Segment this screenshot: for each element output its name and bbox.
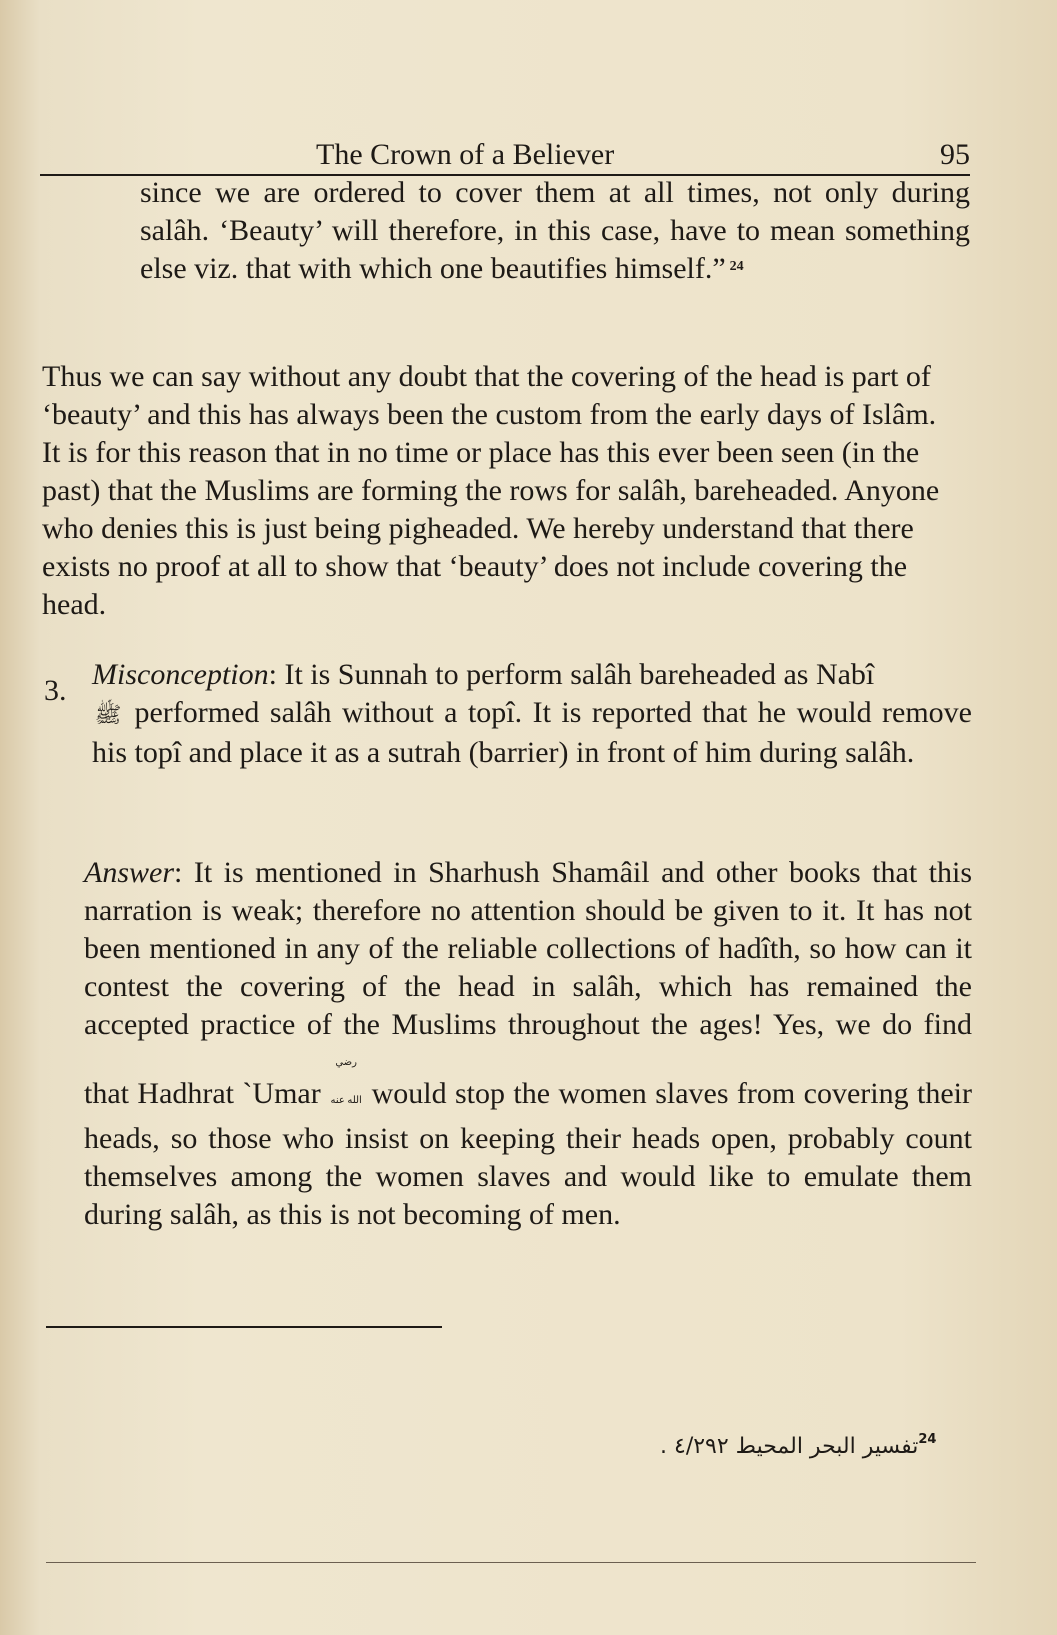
- footnote-number: 24: [918, 1432, 937, 1447]
- radiallahu-honorific-icon: رضي الله عنه: [330, 1057, 362, 1106]
- misconception-label: Misconception: [92, 658, 269, 691]
- misconception-text-1: : It is Sunnah to perform salâh bareheaded as Nabî: [268, 658, 875, 691]
- header-title: The Crown of a Believer: [316, 138, 615, 171]
- answer-text-1: : It is mentioned in Sharhush Shamâil and other books that this narration is weak; therefore no attention should be given to it. It has not been mentioned in any of the reliable collections of hadîth, so how can it contest the covering of the head in salâh, which has remained the accepted practice of the Muslims throughout the ages! Yes, we do find that Hadhrat `Umar: [84, 856, 972, 1110]
- answer-paragraph: [84, 854, 972, 1234]
- quote-continuation: [140, 174, 970, 288]
- paragraph-covering-head: Thus we can say without any doubt that the covering of the head is part of ‘beauty’ and this has always been the custom from the early days of Islâm. It is for this reason that in no time or place has this ever been seen (in the past) that the Muslims are forming the rows for salâh, bareheaded. Anyone who denies this is just being pigheaded. We hereby understand that there exists no proof at all to show that ‘beauty’ does not include covering the head.: [42, 360, 940, 621]
- list-item-number: 3.: [44, 674, 67, 707]
- answer-label: Answer: [84, 856, 174, 889]
- page-number: 95: [940, 138, 970, 171]
- salutation-honorific-icon: ﷺ: [94, 702, 122, 727]
- footnote: [660, 1434, 980, 1459]
- footnote-reference: 24: [729, 259, 744, 274]
- footnote-text: تفسير البحر المحيط ٤/٢٩٢ .: [660, 1434, 919, 1459]
- footnote-separator: [46, 1326, 442, 1328]
- page-bottom-line: [46, 1562, 976, 1563]
- running-header: [40, 134, 970, 176]
- quote-text: since we are ordered to cover them at all times, not only during salâh. ‘Beauty’ will therefore, in this case, have to mean something else viz. that with which one beautifies himself.”: [140, 176, 970, 285]
- misconception-text-2: performed salâh without a topî. It is reported that he would remove his topî and place it as a sutrah (barrier) in front of him during salâh.: [92, 696, 972, 769]
- answer-text-2: would stop the women slaves from covering their heads, so those who insist on keeping their heads open, probably count themselves among the women slaves and would like to emulate them during salâh, as this is not becoming of men.: [84, 1077, 973, 1231]
- misconception-item: [92, 656, 972, 772]
